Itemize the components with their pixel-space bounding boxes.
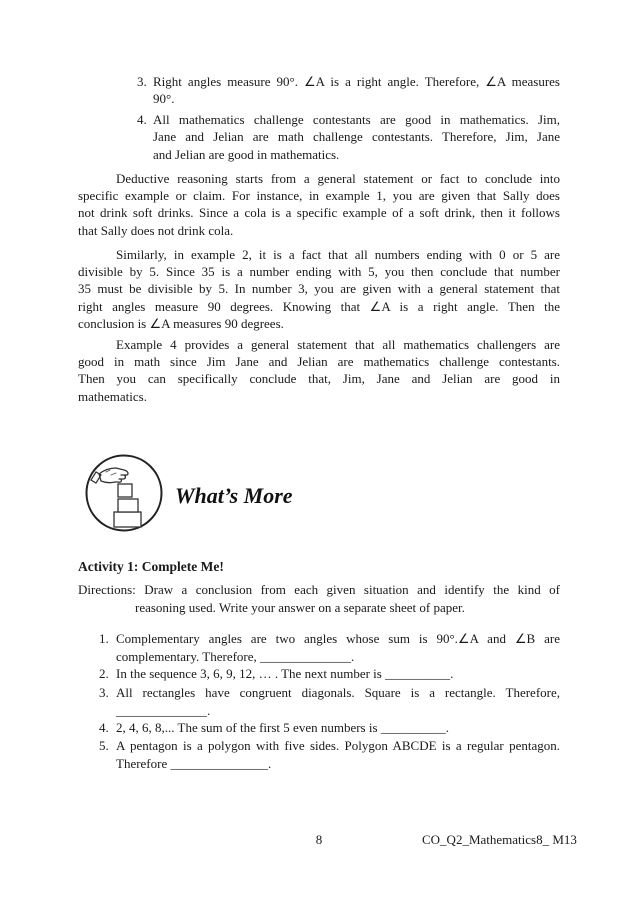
list-item-text: [116, 684, 560, 719]
activity-heading: Activity 1: Complete Me!: [78, 559, 224, 574]
list-item-line: Complementary angles are two angles whose sum is 90°.∠A and ∠B are: [116, 631, 560, 647]
paragraph-line: that Sally does not drink cola.: [78, 222, 234, 238]
activity-item: [99, 665, 560, 682]
list-item-line: All rectangles have congruent diagonals. Square is a rectangle. Therefore,: [116, 685, 560, 701]
paragraph-line: Then you can specifically conclude that, Jim, Jane and Jelian are good in: [78, 371, 560, 387]
paragraph-line: conclusion is ∠A measures 90 degrees.: [78, 316, 284, 332]
hand-stacking-blocks-icon-graphic: [84, 453, 164, 533]
paragraph-line: mathematics.: [78, 388, 147, 404]
list-number: 1.: [99, 631, 109, 647]
paragraph-line: Deductive reasoning starts from a general statement or fact to conclude into: [116, 170, 560, 186]
paragraph-line: right angles measure 90 degrees. Knowing that ∠A is a right angle. Then the: [78, 298, 560, 314]
list-item-line: ______________.: [116, 702, 211, 718]
list-item-line: 90°.: [153, 91, 175, 107]
list-item-line: A pentagon is a polygon with five sides. Polygon ABCDE is a regular pentagon.: [116, 738, 560, 754]
activity-directions: [78, 581, 560, 616]
paragraph-line: good in math since Jim Jane and Jelian are mathematics challenge contestants.: [78, 353, 560, 369]
list-item-text: [116, 665, 560, 682]
list-number: 3.: [99, 685, 109, 701]
paragraph-line: not drink soft drinks. Since a cola is a specific example of a soft drink, then it follows: [78, 205, 560, 221]
section-title: What’s More: [175, 483, 293, 508]
list-item-line: In the sequence 3, 6, 9, 12, … . The next number is __________.: [116, 666, 454, 682]
list-item-line: Jane and Jelian are math challenge contestants. Therefore, Jim, Jane: [153, 129, 560, 145]
module-code: CO_Q2_Mathematics8_ M13: [422, 832, 577, 847]
hand-stacking-blocks-icon: [84, 453, 164, 533]
list-item-text: [116, 737, 560, 772]
list-item-text: [116, 630, 560, 665]
list-item-line: Right angles measure 90°. ∠A is a right angle. Therefore, ∠A measures: [153, 74, 560, 89]
example-item: [137, 111, 560, 163]
list-number: 3.: [137, 74, 147, 89]
page-number: 8: [315, 832, 323, 847]
activity-item: [99, 719, 560, 736]
directions-line: Directions: Draw a conclusion from each given situation and identify the kind of: [78, 582, 560, 598]
paragraph-line: 35 must be divisible by 5. In number 3, you are given with a general statement that: [78, 281, 560, 297]
list-item-line: 2, 4, 6, 8,... The sum of the first 5 even numbers is __________.: [116, 720, 450, 736]
paragraph-line: Similarly, in example 2, it is a fact that all numbers ending with 0 or 5 are: [116, 246, 560, 262]
paragraph-example-4: [78, 336, 560, 406]
list-item-text: [153, 111, 560, 163]
paragraph-example-2: [78, 246, 560, 333]
directions-line: reasoning used. Write your answer on a separate sheet of paper.: [135, 599, 465, 615]
list-number: 4.: [99, 720, 109, 736]
list-item-line: complementary. Therefore, ______________.: [116, 648, 355, 664]
list-item-line: and Jelian are good in mathematics.: [153, 146, 340, 162]
list-item-line: All mathematics challenge contestants are good in mathematics. Jim,: [153, 112, 560, 127]
paragraph-deductive-reasoning: [78, 170, 560, 240]
activity-item: [99, 684, 560, 719]
list-item-text: [153, 73, 560, 108]
example-item: [137, 73, 560, 108]
paragraph-line: specific example or claim. For instance, in example 1, you are given that Sally does: [78, 187, 560, 203]
list-number: 2.: [99, 666, 109, 682]
activity-item: [99, 630, 560, 665]
list-item-line: Therefore _______________.: [116, 755, 272, 771]
list-number: 4.: [137, 112, 147, 127]
paragraph-line: divisible by 5. Since 35 is a number ending with 5, you then conclude that number: [78, 263, 560, 279]
list-item-text: [116, 719, 560, 736]
list-number: 5.: [99, 738, 109, 754]
paragraph-line: Example 4 provides a general statement that all mathematics challengers are: [116, 336, 560, 352]
activity-item: [99, 737, 560, 772]
